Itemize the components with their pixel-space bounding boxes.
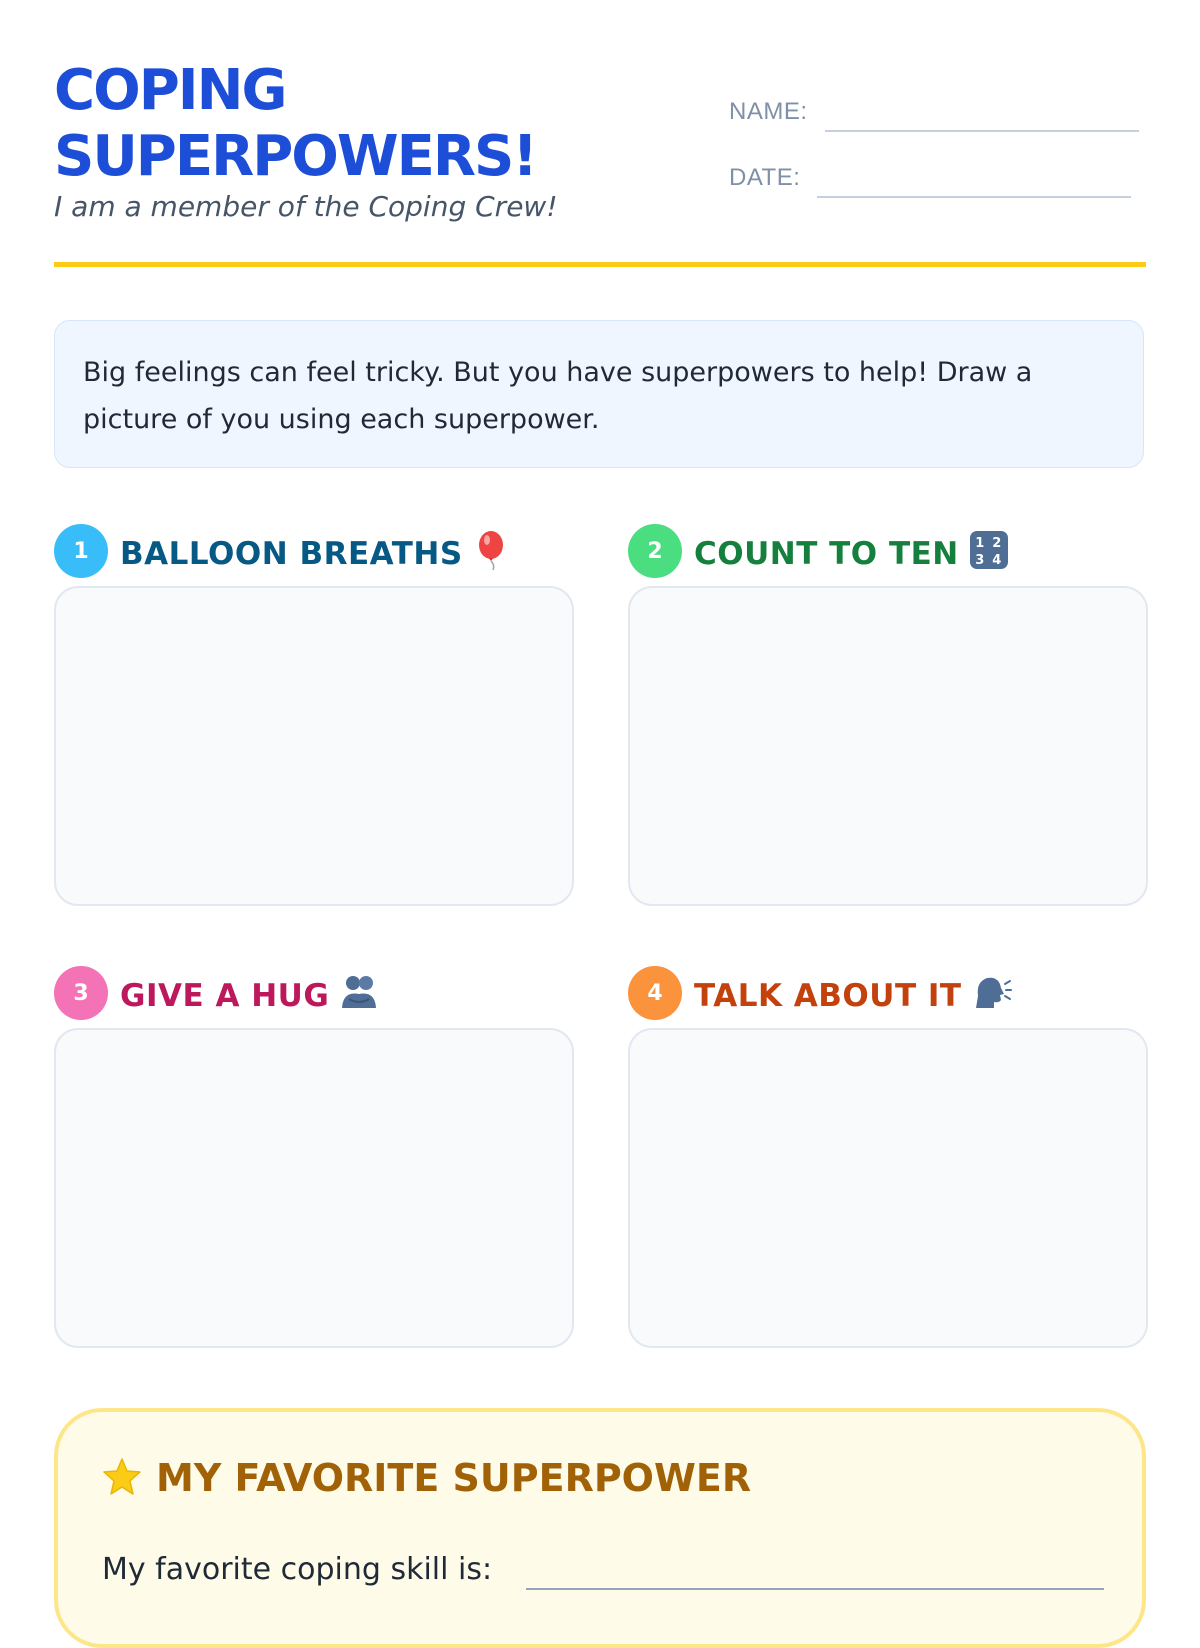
name-label: NAME: (729, 98, 808, 125)
power-title (694, 972, 1012, 1014)
worksheet-page (54, 0, 1146, 1600)
power-title-text: BALLOON BREATHS (120, 536, 463, 572)
drawing-area[interactable] (54, 1028, 574, 1348)
header-divider (54, 262, 1146, 267)
star-icon (102, 1457, 142, 1497)
power-heading (628, 522, 1148, 576)
power-title-text: COUNT TO TEN (694, 536, 959, 572)
name-field[interactable] (729, 92, 1146, 132)
number-keypad-icon (969, 530, 1009, 570)
power-title (694, 530, 1009, 572)
page-subtitle: I am a member of the Coping Crew! (54, 190, 558, 223)
name-line[interactable] (825, 130, 1139, 132)
drawing-area[interactable] (628, 586, 1148, 906)
title-line-1: COPING (54, 58, 286, 123)
favorite-title (102, 1456, 751, 1500)
power-heading (628, 964, 1148, 1018)
power-title-text: GIVE A HUG (120, 978, 330, 1014)
power-title (120, 530, 513, 572)
svg-text:2: 2 (991, 536, 1002, 551)
intro-text: Big feelings can feel tricky. But you have superpowers to help! Draw a picture of you using each superpower. (83, 357, 1033, 435)
intro-box (54, 320, 1144, 468)
number-badge: 3 (54, 966, 108, 1020)
date-line[interactable] (817, 196, 1131, 198)
svg-text:3: 3 (974, 553, 985, 568)
favorite-title-text: MY FAVORITE SUPERPOWER (156, 1456, 752, 1500)
people-hugging-icon (339, 972, 379, 1012)
svg-text:1: 1 (974, 536, 985, 551)
speaking-head-icon (972, 972, 1012, 1012)
favorite-skill-label: My favorite coping skill is: (102, 1552, 493, 1587)
number-badge: 4 (628, 966, 682, 1020)
svg-text:4: 4 (991, 553, 1002, 568)
power-title-text: TALK ABOUT IT (694, 978, 962, 1014)
drawing-area[interactable] (628, 1028, 1148, 1348)
drawing-area[interactable] (54, 586, 574, 906)
number-badge: 1 (54, 524, 108, 578)
balloon-icon (473, 530, 513, 570)
worksheet-header (54, 58, 1146, 268)
date-label: DATE: (729, 164, 801, 191)
favorite-superpower-box (54, 1408, 1146, 1648)
date-field[interactable] (729, 158, 1146, 198)
power-heading (54, 964, 574, 1018)
favorite-skill-line[interactable] (526, 1588, 1104, 1590)
power-heading (54, 522, 574, 576)
power-title (120, 972, 379, 1014)
number-badge: 2 (628, 524, 682, 578)
title-line-2: SUPERPOWERS! (54, 124, 536, 189)
page-title (54, 58, 654, 190)
